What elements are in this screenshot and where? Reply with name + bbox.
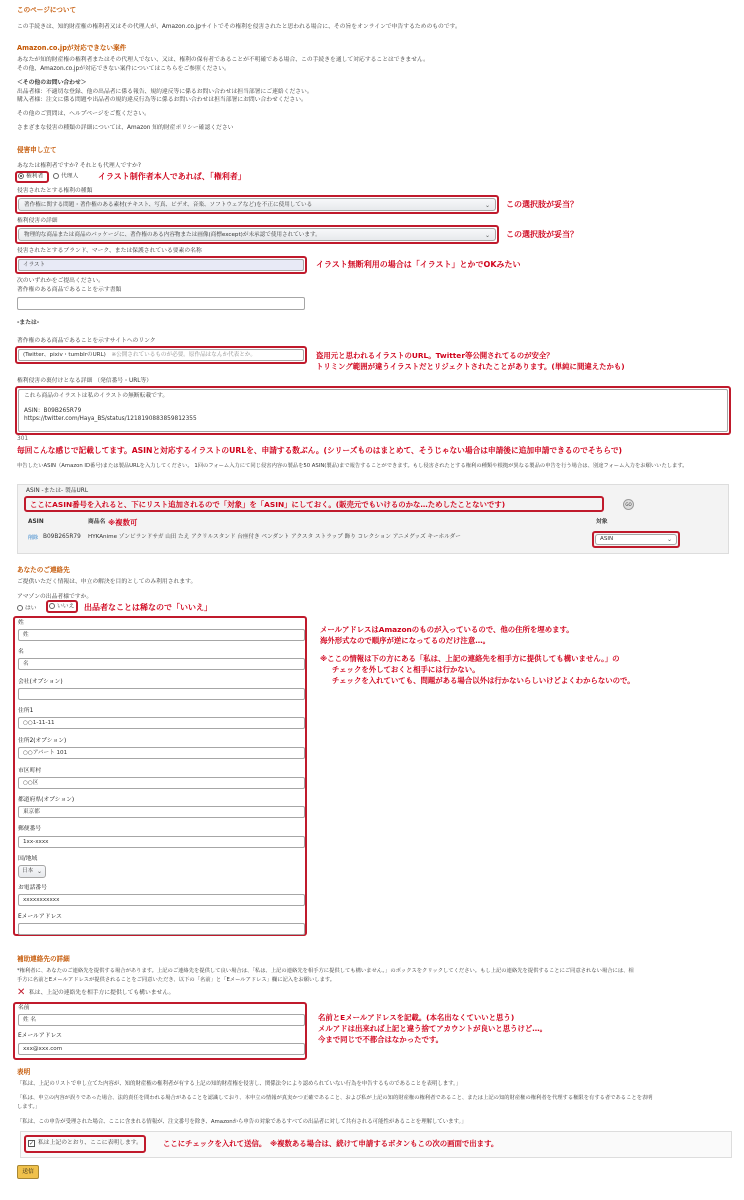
help-text: その他のご質問は、ヘルプページをご覧ください。	[17, 111, 150, 117]
col-target: 対象	[596, 519, 608, 525]
first-name-input[interactable]: 名	[18, 658, 305, 670]
alt-text-2: 手方に名前とEメールアドレスが提供されることをご同意いただき、以下の「名前」と「Eメールアドレス」欄に記入をお願いします。	[17, 977, 336, 983]
city-input[interactable]: ○○区	[18, 777, 305, 789]
statement-1: 「私は、上記のリストで申し立てた内容が、知的財産権の権利者が有する上記の知的財産権を侵害し、関係法令により認められていない行為を申告するものであることを表明します。」	[17, 1081, 462, 1087]
contact-heading: あなたのご連絡先	[17, 566, 70, 574]
annotation-alt-1: 名前とEメールアドレスを記載。(本名出なくていいと思う)	[318, 1013, 515, 1022]
annotation-share-3: チェックを入れていても、問題がある場合以外は行かないらしいけどよくわからないので。	[332, 676, 635, 685]
unsupported-heading: Amazon.co.jpが対応できない案件	[17, 44, 127, 52]
chevron-down-icon: ⌄	[484, 202, 490, 209]
statement-heading: 表明	[17, 1068, 31, 1076]
agent-radio-label: 代理人	[61, 173, 79, 180]
address1-input[interactable]: ○○1-11-11	[18, 717, 305, 729]
email-label: Eメールアドレス	[18, 914, 62, 920]
statement-3: 「私は、この申告が受理された場合、ここに含まれる情報が、注文番号を除き、Amazonから申告の対象であるすべての出品者に対して共有される可能性があることを理解しています。」	[17, 1119, 467, 1125]
seller-no-dot[interactable]	[49, 603, 55, 609]
notes-line-1: これら商品のイラストは私のイラストの無断転載です。	[24, 393, 169, 399]
alt-name-input[interactable]: 姓 名	[18, 1014, 305, 1026]
alt-email-input[interactable]: xxx@xxx.com	[18, 1043, 305, 1055]
detail-value: 物理的な商品または商品のパッケージに、著作権のある内容物または画像(商標except)が未承認で使用されています。	[24, 232, 321, 238]
annotation-email-2: 海外形式なので順序が逆になってるのだけ注意…。	[320, 636, 490, 645]
alt-name-label: 名前	[18, 1005, 30, 1011]
alt-email-label: Eメールアドレス	[18, 1033, 62, 1039]
country-select[interactable]	[18, 865, 46, 878]
site-label: 著作権のある商品であることを示すサイトへのリンク	[17, 338, 156, 344]
seller-no-radio[interactable]	[49, 603, 74, 611]
statement-2a: 「私は、申立の内容が誤りであった場合、法的責任を問われる場合があることを認識しており、本申立の情報が真実かつ正確であること、および私が上記の知的財産権の権利者であること、または上記の知的財産権の権利者を代理する権限を有する者であることを表明	[17, 1095, 653, 1101]
annotation-multi: ※複数可	[108, 518, 138, 527]
alt-text-1: *権利者に、あなたのご連絡先を提供する場合があります。上記のご連絡先を提供して良い場合は、「私は、上記の連絡先を相手方に提供しても構いません。」のボックスをクリックしてください。もし上記の連絡先を提供することにご同意されない場合には、相	[17, 968, 634, 974]
postal-input[interactable]: 1xx-xxxx	[18, 836, 305, 848]
annotation-brand: イラスト無断利用の場合は「イラスト」とかでOKみたい	[316, 260, 521, 269]
detail-label: 権利侵害の詳細	[17, 218, 58, 224]
uncheck-mark-icon: ✕	[17, 987, 26, 998]
other-heading: ＜その他のお問い合わせ＞	[17, 80, 87, 86]
company-input[interactable]	[18, 688, 305, 700]
postal-label: 郵便番号	[18, 826, 42, 832]
brand-label: 侵害されたとするブランド、マーク、または保護されている要素の名称	[17, 248, 202, 254]
other-buyer: 購入者様：注文に係る問題や出品者の規約違反行為等に係るお問い合わせは担当部署にお問い合わせください。	[17, 97, 307, 103]
owner-radio-dot[interactable]	[18, 173, 24, 179]
seller-yes-radio[interactable]	[17, 605, 37, 613]
unsupported-line1: あなたが知的財産権の権利者またはその代理人でない、又は、権利の保有者であることが不明確である場合、この手続きを通して対応することはできません。	[17, 57, 429, 63]
agent-radio[interactable]	[53, 173, 78, 181]
detail-select[interactable]	[18, 228, 496, 241]
seller-yes-dot[interactable]	[17, 605, 23, 611]
contact-intro: ご提供いただく情報は、申立の解決を目的としてのみ利用されます。	[17, 579, 197, 585]
site-input[interactable]	[18, 349, 304, 361]
phone-label: お電話番号	[18, 885, 47, 891]
annotation-type: この選択肢が妥当？	[506, 200, 578, 209]
notes-line-3: https://twitter.com/Haya_BS/status/1218190883859812355	[24, 415, 197, 422]
address2-input[interactable]: ○○アパート 101	[18, 747, 305, 759]
annotation-notes: 毎回こんな感じで記載してます。ASINと対応するイラストのURLを、申請する数ぶん。(シリーズものはまとめて、そうじゃない場合は申請後に追加申請できるのでそちらで)	[17, 446, 623, 455]
asin-intro: 申告したいASIN（Amazon ID番号)または製品URLを入力してください。 1回のフォーム入力にて同じ侵害内容の製品を50 ASIN(製品)まで報告することができます。もし侵害されたとする権利の種類や根拠が異なる製品の申告を行う場合は、別途フォーム入力をお願いいたします。	[17, 463, 688, 469]
annotation-alt-2: メルアドは出来れば上記と違う捨てアカウントが良いと思うけど…。	[318, 1024, 548, 1033]
either-text: 次のいずれかをご提出ください。	[17, 278, 104, 284]
policy-text: さまざまな侵害の種類の詳細については、Amazon 知的財産ポリシー確認ください	[17, 125, 234, 131]
other-seller: 出品者様：不適切な登録、他の出品者に係る報告、規約違反等に係るお問い合わせは担当部署にご連絡ください。	[17, 89, 313, 95]
seller-no-label: いいえ	[57, 603, 75, 610]
phone-input[interactable]: xxxxxxxxxxx	[18, 894, 305, 906]
doc-input[interactable]	[17, 297, 305, 310]
email-input[interactable]	[18, 923, 305, 935]
agent-radio-dot[interactable]	[53, 173, 59, 179]
chevron-down-icon: ⌄	[666, 536, 672, 543]
statement-2b: します。」	[17, 1104, 41, 1110]
col-asin: ASIN	[28, 519, 44, 525]
about-heading: このページについて	[17, 6, 77, 14]
annotation-email-1: メールアドレスはAmazonのものが入っているので、他の住所を埋めます。	[320, 625, 574, 634]
annotation-site-2: トリミング範囲が違うイラストだとリジェクトされたことがあります。(単純に間違えたかも)	[316, 362, 625, 371]
submit-button[interactable]: 送信	[17, 1165, 39, 1179]
country-label: 国/地域	[18, 856, 38, 862]
or-text: -または-	[17, 320, 40, 326]
site-hint: ※公開されているものが必要。原作品はなんか代表とか。	[111, 352, 257, 358]
annotation-share-1: ※ここの情報は下の方にある「私は、上記の連絡先を相手方に提供しても構いません。」の	[320, 654, 620, 663]
notes-line-2: ASIN：B09B265R79	[24, 407, 82, 414]
address1-label: 住所1	[18, 708, 34, 714]
last-name-input[interactable]: 姓	[18, 629, 305, 641]
owner-radio-label: 権利者	[26, 173, 44, 180]
first-name-label: 名	[18, 649, 24, 655]
about-text: この手続きは、知的財産権の権利者又はその代理人が、Amazon.co.jpサイトでその権利を侵害されたと思われる場合に、その旨をオンラインで申告するためのものです。	[17, 24, 461, 30]
doc-label: 著作権のある商品であることを示す書類	[17, 287, 122, 293]
address2-label: 住所2(オプション)	[18, 738, 67, 744]
right-type-label: 侵害されたとする権利の種類	[17, 188, 93, 194]
target-value: ASIN	[600, 536, 614, 542]
last-name-label: 姓	[18, 620, 24, 626]
owner-radio[interactable]	[18, 173, 43, 181]
row-asin: B09B265R79	[43, 534, 81, 540]
confirm-label: 私は上記のとおり、ここに表明します。	[38, 1140, 142, 1146]
country-value: 日本	[22, 868, 34, 874]
check-icon[interactable]: ✓	[29, 1140, 35, 1147]
seller-question: アマゾンの出品者様ですか。	[17, 594, 93, 600]
company-label: 会社(オプション)	[18, 679, 63, 685]
prefecture-input[interactable]: 東京都	[18, 806, 305, 818]
notes-textarea[interactable]	[18, 389, 728, 432]
remove-link[interactable]: 削除	[28, 535, 39, 541]
annotation-seller: 出品者なことは稀なので「いいえ」	[84, 603, 212, 612]
prefecture-label: 都道府県(オプション)	[18, 797, 75, 803]
brand-input[interactable]: イラスト	[18, 259, 304, 271]
annotation-alt-3: 今まで同じで不都合はなかったです。	[318, 1035, 444, 1044]
seller-yes-label: はい	[25, 605, 37, 612]
alt-heading: 補助連絡先の詳細	[17, 955, 70, 963]
row-name: HYKAnime ゾンビランドサガ 山田 たえ アクリルスタンド 台座付き ペンダント アクスタ ストラップ 飾り コレクション アニメグッズ キーホルダー	[88, 534, 461, 540]
right-type-select[interactable]	[18, 198, 496, 211]
annotation-owner: イラスト制作者本人であれば、「権利者」	[98, 172, 246, 181]
char-counter: 301	[17, 436, 29, 442]
chevron-down-icon: ⌄	[484, 232, 490, 239]
asin-label: ASIN -または- 製品URL	[26, 488, 89, 494]
annotation-share-2: チェックを外しておくと相手には行かない。	[332, 665, 480, 674]
unsupported-line2: その他、Amazon.co.jpが対応できない案件についてはこちらをご参照ください。	[17, 66, 230, 72]
notes-label: 権利侵害の裏付けとなる詳細 （発信番号・URL等）	[17, 378, 153, 384]
target-select[interactable]	[595, 534, 677, 545]
annotation-submit: ここにチェックを入れて送信。 ※複数ある場合は、続けて申請するボタンもこの次の画面で出ます。	[163, 1139, 499, 1148]
site-value: (Twitter、pixiv・tumblrのURL)	[23, 352, 106, 358]
go-button[interactable]: GO	[623, 499, 634, 510]
col-name: 商品名	[88, 519, 106, 525]
role-question: あなたは権利者ですか? それとも代理人ですか?	[17, 163, 141, 169]
chevron-down-icon: ⌄	[36, 868, 42, 875]
annotation-site-1: 盗用元と思われるイラストのURL。Twitter等公開されてるのが安全？	[316, 351, 554, 360]
right-type-value: 著作権に関する問題・著作権のある素材(テキスト、写真、ビデオ、音楽、ソフトウェアなど)を不正に使用している	[24, 202, 313, 208]
annotation-detail: この選択肢が妥当？	[506, 230, 578, 239]
report-heading: 侵害申し立て	[17, 146, 57, 154]
share-consent-checkbox[interactable]: 私は、上記の連絡先を相手方に提供しても構いません。	[29, 990, 175, 996]
annotation-asin: ここにASIN番号を入れると、下にリスト追加されるので「対象」を「ASIN」にしておく。(販売元でもいけるのかな…ためしたことないです)	[30, 500, 506, 509]
city-label: 市区町村	[18, 768, 42, 774]
